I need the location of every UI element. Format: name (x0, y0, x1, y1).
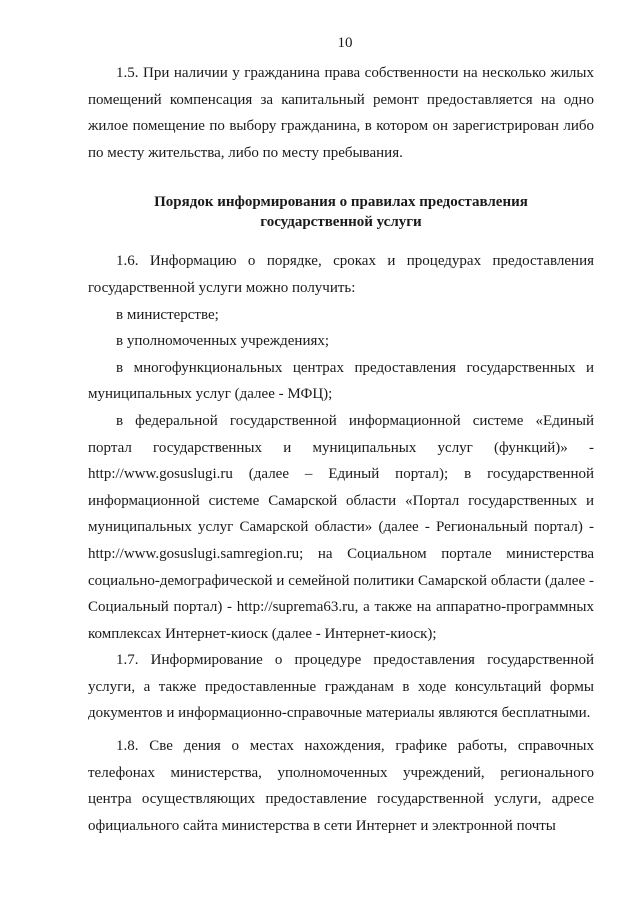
paragraph-1-6-item-ministry: в министерстве; (116, 306, 219, 323)
paragraph-1-6-item-portals: в федеральной государственной информационной системе «Единый портал государственных и муниципальных услуг (функций)» - http://www.gosuslugi.ru (далее – Единый портал); в государственной информационной системе Самарской области «Портал государственных и муниципальных услуг Самарской области» (далее - Региональный портал) - http://www.gosuslugi.samregion.ru; на Социальном портале министерства социально-демографической и семейной политики Самарской области (далее - Социальный портал) - http://suprema63.ru, а также на аппаратно-программных комплексах Интернет-киоск (далее - Интернет-киоск); (88, 412, 594, 642)
paragraph-1-5: 1.5. При наличии у гражданина права собственности на несколько жилых помещений компенсация за капитальный ремонт предоставляется на одно жилое помещение по выбору гражданина, в котором он зарегистрирован либо по месту жительства, либо по месту пребывания. (88, 65, 594, 161)
paragraph-1-7: 1.7. Информирование о процедуре предоставления государственной услуги, а также предоставленные гражданам в ходе консультаций формы документов и информационно-справочные материалы являются бесплатными. (88, 652, 594, 722)
paragraph-1-6-item-institutions: в уполномоченных учреждениях; (116, 333, 330, 350)
page-number: 10 (337, 35, 353, 51)
section-heading (88, 192, 594, 232)
paragraph-1-8: 1.8. Све дения о местах нахождения, графике работы, справочных телефонах министерства, уполномоченных учреждений, регионального центра осуществляющих предоставление государственной услуги, адресе официального сайта министерства в сети Интернет и электронной почты (88, 738, 594, 834)
section-heading-line-1: Порядок информирования о правилах предоставления (154, 194, 528, 211)
section-heading-line-2: государственной услуги (260, 214, 422, 231)
document-body (88, 60, 594, 839)
paragraph-1-6-item-mfc: в многофункциональных центрах предоставления государственных и муниципальных услуг (далее - МФЦ); (88, 359, 594, 403)
paragraph-1-6-intro: 1.6. Информацию о порядке, сроках и процедурах предоставления государственной услуги можно получить: (88, 253, 594, 296)
